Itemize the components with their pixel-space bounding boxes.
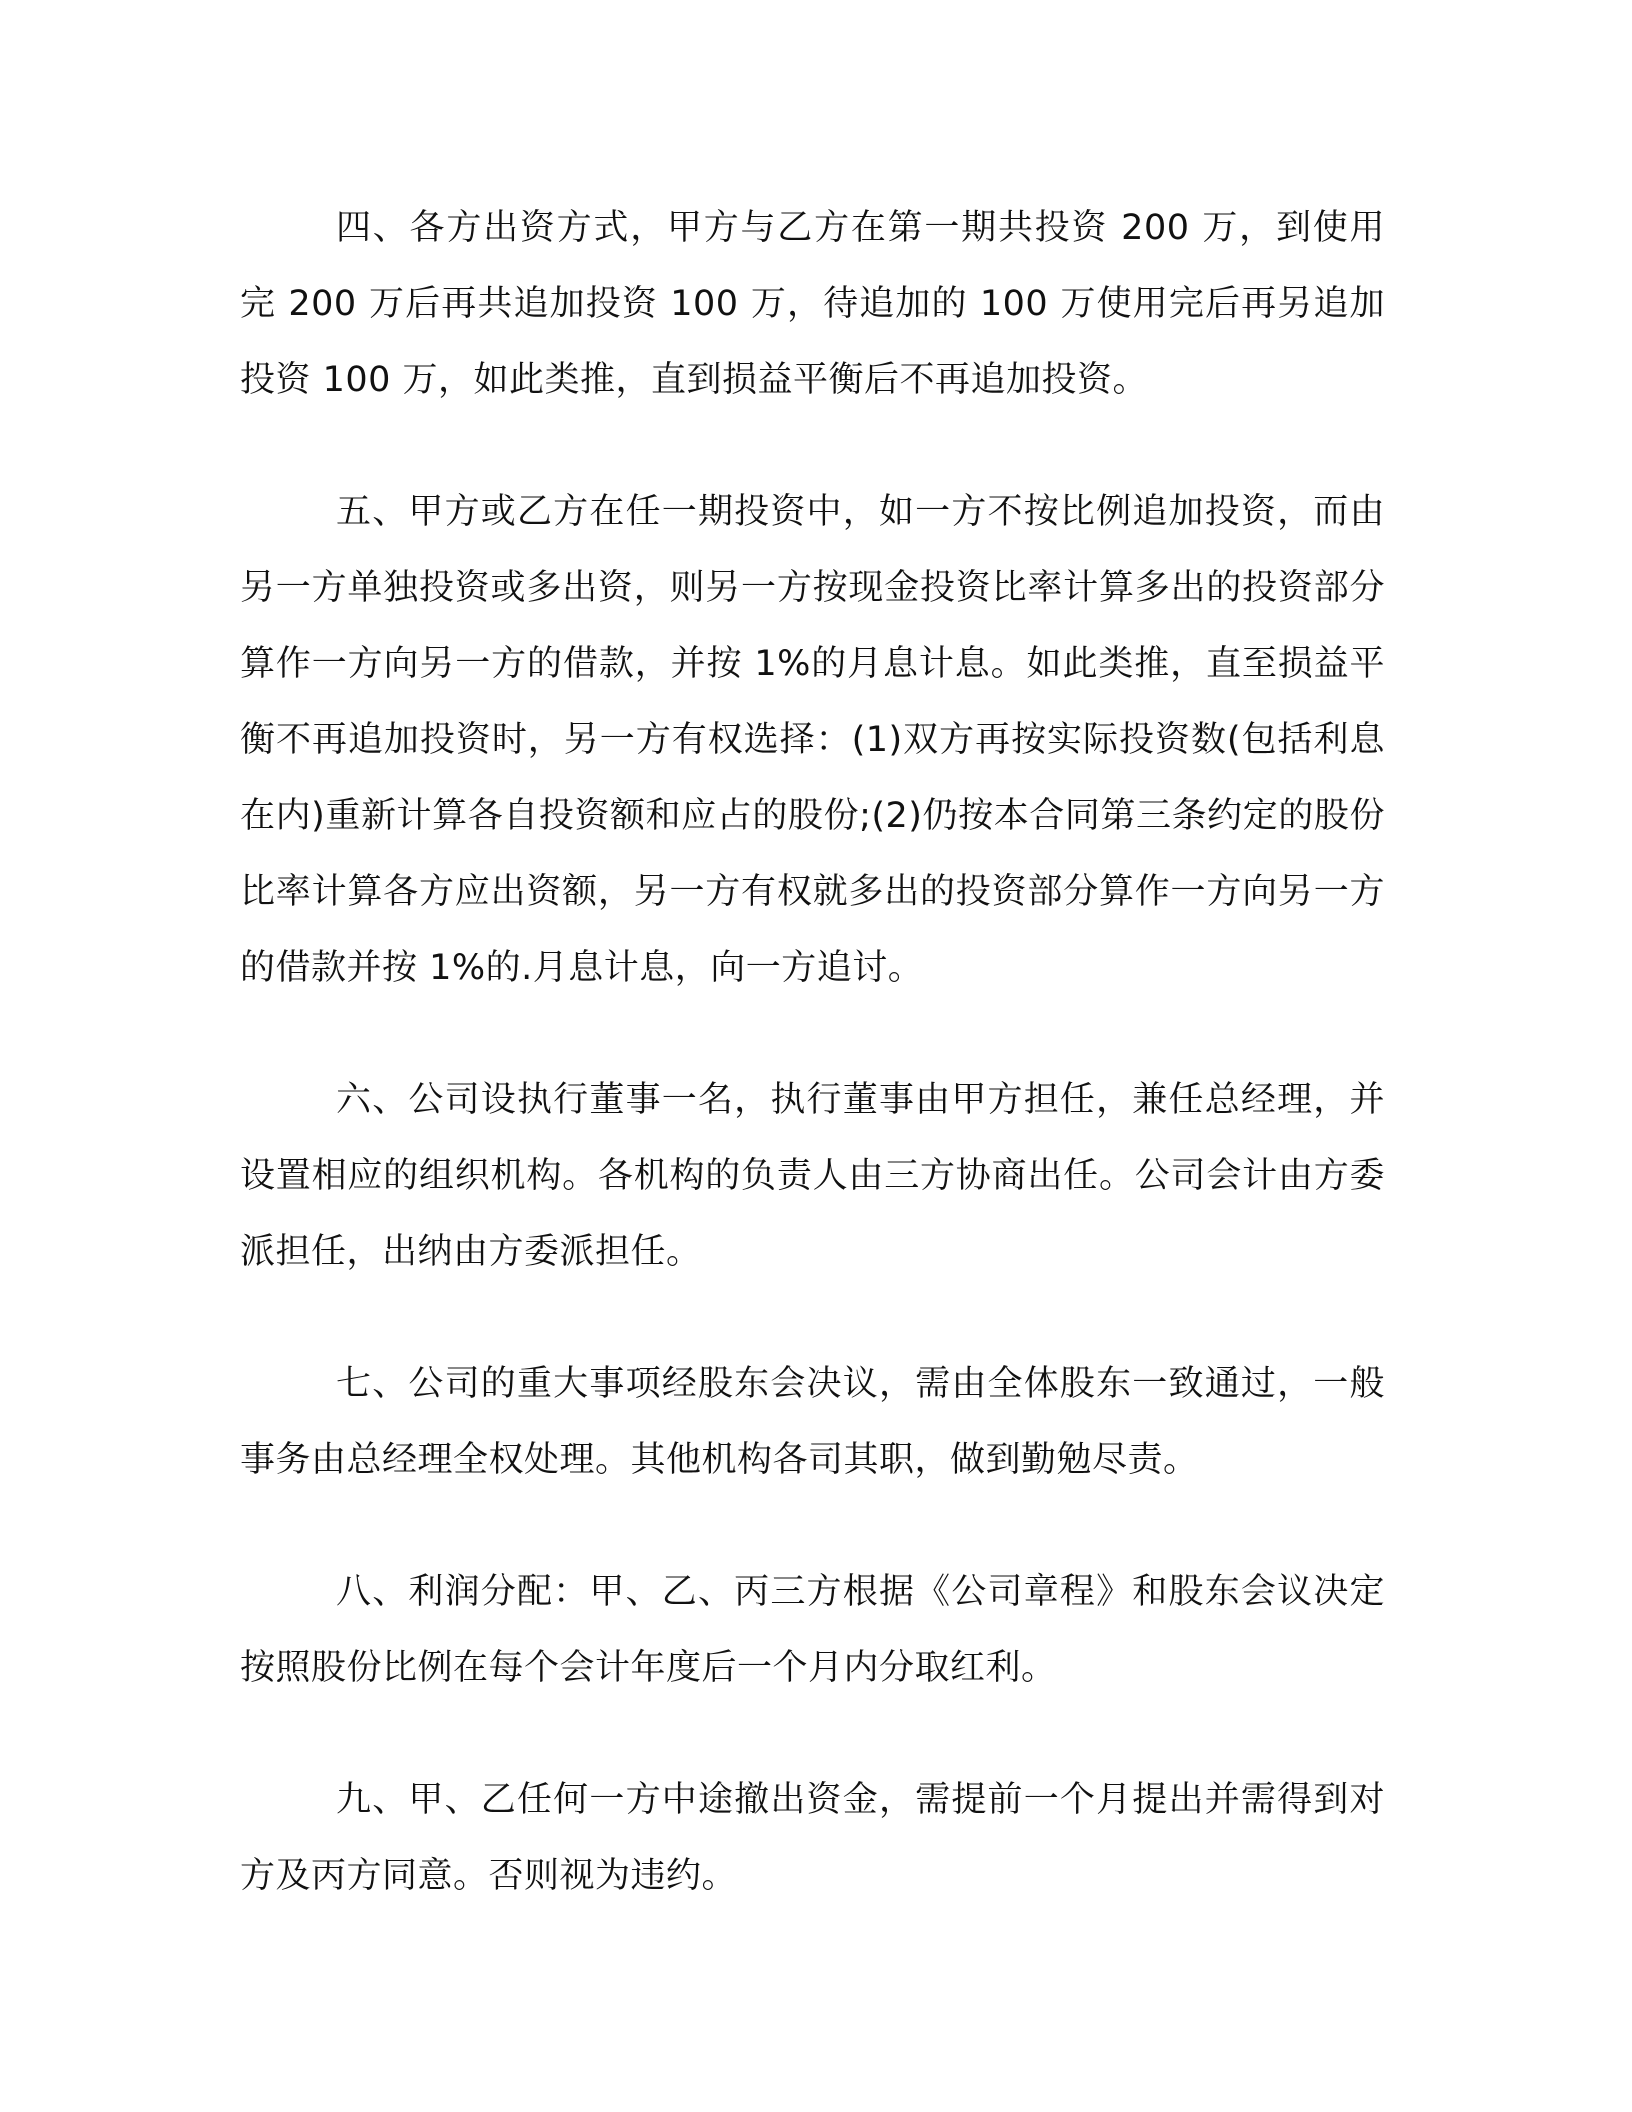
clause-8-paragraph: 八、利润分配：甲、乙、丙三方根据《公司章程》和股东会议决定按照股份比例在每个会计年度后一个月内分取红利。 (240, 1572, 1385, 1688)
clause-6-paragraph: 六、公司设执行董事一名，执行董事由甲方担任，兼任总经理，并设置相应的组织机构。各机构的负责人由三方协商出任。公司会计由方委派担任，出纳由方委派担任。 (240, 1080, 1385, 1272)
clause-5-paragraph: 五、甲方或乙方在任一期投资中，如一方不按比例追加投资，而由另一方单独投资或多出资，则另一方按现金投资比率计算多出的投资部分算作一方向另一方的借款，并按 1%的月息计息。如此类推，直至损益平衡不再追加投资时，另一方有权选择：(1)双方再按实际投资数(包括利息在内)重新计算各自投资额和应占的股份;(2)仍按本合同第三条约定的股份比率计算各方应出资额，另一方有权就多出的投资部分算作一方向另一方的借款并按 1%的.月息计息，向一方追讨。 (240, 492, 1385, 988)
clause-9-paragraph: 九、甲、乙任何一方中途撤出资金，需提前一个月提出并需得到对方及丙方同意。否则视为违约。 (240, 1780, 1385, 1896)
clause-4-paragraph: 四、各方出资方式，甲方与乙方在第一期共投资 200 万，到使用完 200 万后再共追加投资 100 万，待追加的 100 万使用完后再另追加投资 100 万，如此类推，直到损益平衡后不再追加投资。 (240, 208, 1385, 400)
clause-7-paragraph: 七、公司的重大事项经股东会决议，需由全体股东一致通过，一般事务由总经理全权处理。其他机构各司其职，做到勤勉尽责。 (240, 1364, 1385, 1480)
document-page (240, 190, 1385, 1970)
